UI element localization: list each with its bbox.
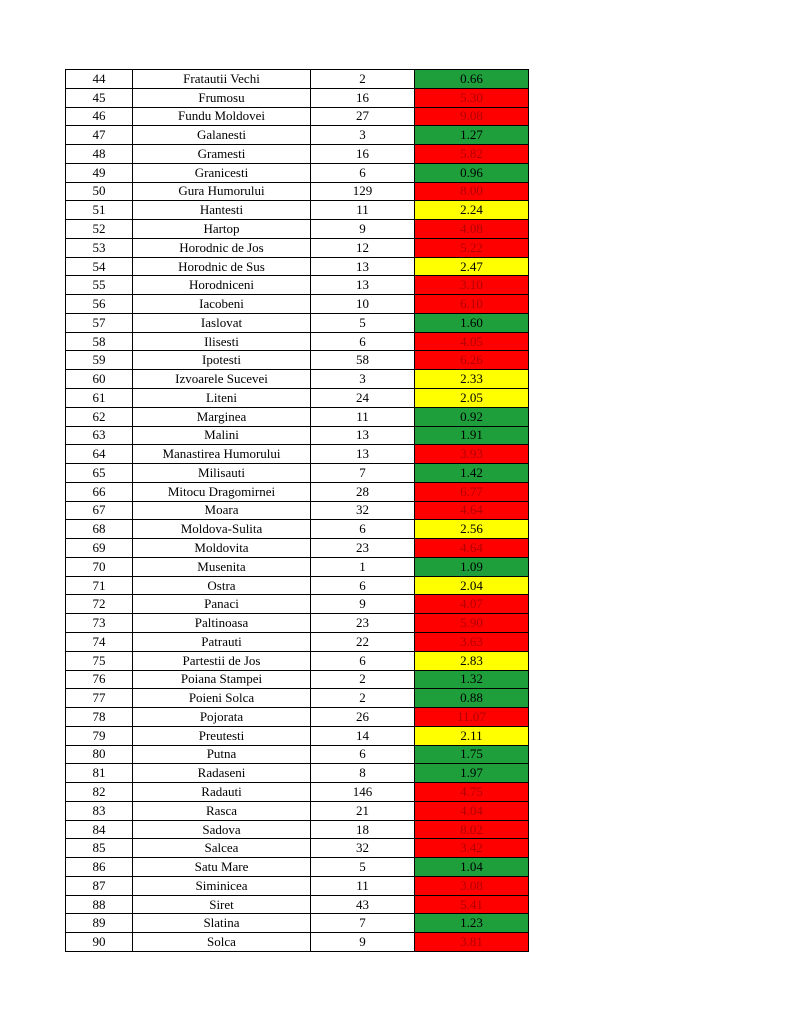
- row-number-cell: 55: [66, 276, 133, 295]
- row-number-cell: 73: [66, 614, 133, 633]
- row-number-cell: 89: [66, 914, 133, 933]
- rate-cell: 3.81: [415, 933, 529, 952]
- table-row: [66, 764, 529, 783]
- locality-name-cell: Granicesti: [133, 163, 311, 182]
- case-count-cell: 24: [311, 389, 415, 408]
- row-number-cell: 53: [66, 238, 133, 257]
- rate-cell: 1.32: [415, 670, 529, 689]
- row-number-cell: 56: [66, 295, 133, 314]
- locality-name-cell: Manastirea Humorului: [133, 445, 311, 464]
- row-number-cell: 62: [66, 407, 133, 426]
- row-number-cell: 46: [66, 107, 133, 126]
- rate-cell: 5.30: [415, 88, 529, 107]
- case-count-cell: 16: [311, 145, 415, 164]
- case-count-cell: 28: [311, 482, 415, 501]
- row-number-cell: 70: [66, 557, 133, 576]
- case-count-cell: 14: [311, 726, 415, 745]
- table-row: [66, 933, 529, 952]
- row-number-cell: 65: [66, 464, 133, 483]
- case-count-cell: 13: [311, 257, 415, 276]
- locality-name-cell: Gura Humorului: [133, 182, 311, 201]
- case-count-cell: 18: [311, 820, 415, 839]
- table-row: [66, 595, 529, 614]
- table-row: [66, 295, 529, 314]
- locality-name-cell: Musenita: [133, 557, 311, 576]
- locality-name-cell: Putna: [133, 745, 311, 764]
- locality-rate-table: [65, 69, 529, 952]
- table-row: [66, 276, 529, 295]
- case-count-cell: 9: [311, 595, 415, 614]
- table-row: [66, 445, 529, 464]
- row-number-cell: 84: [66, 820, 133, 839]
- rate-cell: 3.42: [415, 839, 529, 858]
- locality-name-cell: Horodniceni: [133, 276, 311, 295]
- rate-cell: 6.10: [415, 295, 529, 314]
- case-count-cell: 13: [311, 426, 415, 445]
- locality-name-cell: Poieni Solca: [133, 689, 311, 708]
- locality-name-cell: Moldova-Sulita: [133, 520, 311, 539]
- case-count-cell: 6: [311, 745, 415, 764]
- rate-cell: 3.08: [415, 876, 529, 895]
- row-number-cell: 49: [66, 163, 133, 182]
- rate-cell: 4.07: [415, 595, 529, 614]
- table-row: [66, 426, 529, 445]
- table-row: [66, 107, 529, 126]
- rate-cell: 1.27: [415, 126, 529, 145]
- case-count-cell: 7: [311, 464, 415, 483]
- locality-name-cell: Paltinoasa: [133, 614, 311, 633]
- rate-cell: 6.26: [415, 351, 529, 370]
- table-row: [66, 351, 529, 370]
- table-row: [66, 313, 529, 332]
- table-row: [66, 801, 529, 820]
- table-row: [66, 632, 529, 651]
- rate-cell: 0.66: [415, 70, 529, 89]
- row-number-cell: 72: [66, 595, 133, 614]
- row-number-cell: 75: [66, 651, 133, 670]
- locality-name-cell: Salcea: [133, 839, 311, 858]
- table-row: [66, 820, 529, 839]
- row-number-cell: 71: [66, 576, 133, 595]
- case-count-cell: 23: [311, 614, 415, 633]
- table-row: [66, 876, 529, 895]
- case-count-cell: 22: [311, 632, 415, 651]
- row-number-cell: 78: [66, 708, 133, 727]
- locality-name-cell: Moldovita: [133, 539, 311, 558]
- rate-cell: 4.64: [415, 539, 529, 558]
- locality-name-cell: Pojorata: [133, 708, 311, 727]
- rate-cell: 5.22: [415, 238, 529, 257]
- rate-cell: 3.63: [415, 632, 529, 651]
- case-count-cell: 32: [311, 501, 415, 520]
- row-number-cell: 79: [66, 726, 133, 745]
- case-count-cell: 2: [311, 670, 415, 689]
- case-count-cell: 10: [311, 295, 415, 314]
- case-count-cell: 13: [311, 276, 415, 295]
- case-count-cell: 5: [311, 313, 415, 332]
- case-count-cell: 6: [311, 576, 415, 595]
- row-number-cell: 76: [66, 670, 133, 689]
- case-count-cell: 146: [311, 783, 415, 802]
- locality-name-cell: Partestii de Jos: [133, 651, 311, 670]
- locality-name-cell: Ipotesti: [133, 351, 311, 370]
- rate-cell: 4.08: [415, 220, 529, 239]
- case-count-cell: 6: [311, 651, 415, 670]
- row-number-cell: 52: [66, 220, 133, 239]
- case-count-cell: 8: [311, 764, 415, 783]
- row-number-cell: 61: [66, 389, 133, 408]
- row-number-cell: 51: [66, 201, 133, 220]
- locality-name-cell: Hantesti: [133, 201, 311, 220]
- table-row: [66, 745, 529, 764]
- rate-cell: 1.42: [415, 464, 529, 483]
- rate-cell: 4.05: [415, 332, 529, 351]
- rate-cell: 1.60: [415, 313, 529, 332]
- case-count-cell: 11: [311, 201, 415, 220]
- table-row: [66, 407, 529, 426]
- locality-name-cell: Horodnic de Jos: [133, 238, 311, 257]
- table-row: [66, 70, 529, 89]
- case-count-cell: 11: [311, 876, 415, 895]
- row-number-cell: 88: [66, 895, 133, 914]
- table-row: [66, 614, 529, 633]
- rate-cell: 1.97: [415, 764, 529, 783]
- rate-cell: 5.41: [415, 895, 529, 914]
- row-number-cell: 60: [66, 370, 133, 389]
- locality-name-cell: Siret: [133, 895, 311, 914]
- rate-cell: 0.92: [415, 407, 529, 426]
- locality-name-cell: Galanesti: [133, 126, 311, 145]
- table-row: [66, 88, 529, 107]
- rate-cell: 1.09: [415, 557, 529, 576]
- row-number-cell: 81: [66, 764, 133, 783]
- table-row: [66, 726, 529, 745]
- table-row: [66, 708, 529, 727]
- case-count-cell: 7: [311, 914, 415, 933]
- rate-cell: 8.02: [415, 820, 529, 839]
- rate-cell: 2.56: [415, 520, 529, 539]
- rate-cell: 2.11: [415, 726, 529, 745]
- locality-name-cell: Slatina: [133, 914, 311, 933]
- row-number-cell: 83: [66, 801, 133, 820]
- locality-name-cell: Siminicea: [133, 876, 311, 895]
- row-number-cell: 74: [66, 632, 133, 651]
- row-number-cell: 90: [66, 933, 133, 952]
- table-row: [66, 858, 529, 877]
- locality-name-cell: Solca: [133, 933, 311, 952]
- case-count-cell: 9: [311, 220, 415, 239]
- case-count-cell: 12: [311, 238, 415, 257]
- rate-cell: 5.90: [415, 614, 529, 633]
- locality-name-cell: Patrauti: [133, 632, 311, 651]
- case-count-cell: 129: [311, 182, 415, 201]
- rate-cell: 4.64: [415, 501, 529, 520]
- case-count-cell: 9: [311, 933, 415, 952]
- row-number-cell: 87: [66, 876, 133, 895]
- table-row: [66, 576, 529, 595]
- locality-name-cell: Sadova: [133, 820, 311, 839]
- table-body: [66, 70, 529, 952]
- table-row: [66, 163, 529, 182]
- rate-cell: 2.47: [415, 257, 529, 276]
- row-number-cell: 58: [66, 332, 133, 351]
- case-count-cell: 1: [311, 557, 415, 576]
- table-row: [66, 895, 529, 914]
- table-row: [66, 839, 529, 858]
- case-count-cell: 58: [311, 351, 415, 370]
- locality-name-cell: Rasca: [133, 801, 311, 820]
- table-row: [66, 689, 529, 708]
- table-row: [66, 257, 529, 276]
- row-number-cell: 54: [66, 257, 133, 276]
- row-number-cell: 59: [66, 351, 133, 370]
- case-count-cell: 13: [311, 445, 415, 464]
- rate-cell: 0.88: [415, 689, 529, 708]
- rate-cell: 2.33: [415, 370, 529, 389]
- case-count-cell: 26: [311, 708, 415, 727]
- locality-name-cell: Frumosu: [133, 88, 311, 107]
- locality-name-cell: Mitocu Dragomirnei: [133, 482, 311, 501]
- case-count-cell: 2: [311, 689, 415, 708]
- locality-name-cell: Iacobeni: [133, 295, 311, 314]
- table-row: [66, 182, 529, 201]
- table-row: [66, 783, 529, 802]
- rate-cell: 1.23: [415, 914, 529, 933]
- table-row: [66, 482, 529, 501]
- locality-name-cell: Ilisesti: [133, 332, 311, 351]
- rate-cell: 3.93: [415, 445, 529, 464]
- locality-name-cell: Ostra: [133, 576, 311, 595]
- rate-cell: 0.96: [415, 163, 529, 182]
- row-number-cell: 68: [66, 520, 133, 539]
- table-row: [66, 145, 529, 164]
- locality-name-cell: Preutesti: [133, 726, 311, 745]
- rate-cell: 1.04: [415, 858, 529, 877]
- locality-name-cell: Marginea: [133, 407, 311, 426]
- case-count-cell: 6: [311, 520, 415, 539]
- locality-name-cell: Moara: [133, 501, 311, 520]
- locality-name-cell: Panaci: [133, 595, 311, 614]
- case-count-cell: 43: [311, 895, 415, 914]
- table-row: [66, 501, 529, 520]
- row-number-cell: 64: [66, 445, 133, 464]
- locality-name-cell: Liteni: [133, 389, 311, 408]
- table-row: [66, 201, 529, 220]
- rate-cell: 11.07: [415, 708, 529, 727]
- locality-name-cell: Satu Mare: [133, 858, 311, 877]
- locality-name-cell: Radauti: [133, 783, 311, 802]
- locality-name-cell: Poiana Stampei: [133, 670, 311, 689]
- rate-cell: 1.75: [415, 745, 529, 764]
- row-number-cell: 86: [66, 858, 133, 877]
- case-count-cell: 32: [311, 839, 415, 858]
- case-count-cell: 6: [311, 163, 415, 182]
- case-count-cell: 16: [311, 88, 415, 107]
- locality-name-cell: Hartop: [133, 220, 311, 239]
- table-row: [66, 557, 529, 576]
- rate-cell: 9.08: [415, 107, 529, 126]
- case-count-cell: 6: [311, 332, 415, 351]
- row-number-cell: 45: [66, 88, 133, 107]
- locality-name-cell: Milisauti: [133, 464, 311, 483]
- row-number-cell: 50: [66, 182, 133, 201]
- case-count-cell: 2: [311, 70, 415, 89]
- rate-cell: 2.05: [415, 389, 529, 408]
- row-number-cell: 85: [66, 839, 133, 858]
- rate-cell: 6.77: [415, 482, 529, 501]
- rate-cell: 8.00: [415, 182, 529, 201]
- locality-name-cell: Iaslovat: [133, 313, 311, 332]
- row-number-cell: 48: [66, 145, 133, 164]
- case-count-cell: 3: [311, 126, 415, 145]
- locality-name-cell: Gramesti: [133, 145, 311, 164]
- table-row: [66, 520, 529, 539]
- table-row: [66, 464, 529, 483]
- table-row: [66, 539, 529, 558]
- row-number-cell: 67: [66, 501, 133, 520]
- row-number-cell: 82: [66, 783, 133, 802]
- row-number-cell: 44: [66, 70, 133, 89]
- table-row: [66, 914, 529, 933]
- locality-name-cell: Radaseni: [133, 764, 311, 783]
- case-count-cell: 11: [311, 407, 415, 426]
- rate-cell: 4.75: [415, 783, 529, 802]
- rate-cell: 2.04: [415, 576, 529, 595]
- row-number-cell: 69: [66, 539, 133, 558]
- table-row: [66, 389, 529, 408]
- rate-cell: 5.82: [415, 145, 529, 164]
- case-count-cell: 21: [311, 801, 415, 820]
- rate-cell: 1.91: [415, 426, 529, 445]
- rate-cell: 2.83: [415, 651, 529, 670]
- case-count-cell: 27: [311, 107, 415, 126]
- table-row: [66, 370, 529, 389]
- row-number-cell: 63: [66, 426, 133, 445]
- table-row: [66, 651, 529, 670]
- case-count-cell: 5: [311, 858, 415, 877]
- table-row: [66, 238, 529, 257]
- case-count-cell: 3: [311, 370, 415, 389]
- locality-name-cell: Horodnic de Sus: [133, 257, 311, 276]
- row-number-cell: 57: [66, 313, 133, 332]
- table-row: [66, 126, 529, 145]
- rate-cell: 4.04: [415, 801, 529, 820]
- row-number-cell: 66: [66, 482, 133, 501]
- rate-cell: 2.24: [415, 201, 529, 220]
- case-count-cell: 23: [311, 539, 415, 558]
- row-number-cell: 77: [66, 689, 133, 708]
- locality-name-cell: Fundu Moldovei: [133, 107, 311, 126]
- rate-cell: 3.10: [415, 276, 529, 295]
- locality-name-cell: Malini: [133, 426, 311, 445]
- locality-name-cell: Izvoarele Sucevei: [133, 370, 311, 389]
- locality-name-cell: Fratautii Vechi: [133, 70, 311, 89]
- row-number-cell: 80: [66, 745, 133, 764]
- row-number-cell: 47: [66, 126, 133, 145]
- table-row: [66, 332, 529, 351]
- table-row: [66, 670, 529, 689]
- table-row: [66, 220, 529, 239]
